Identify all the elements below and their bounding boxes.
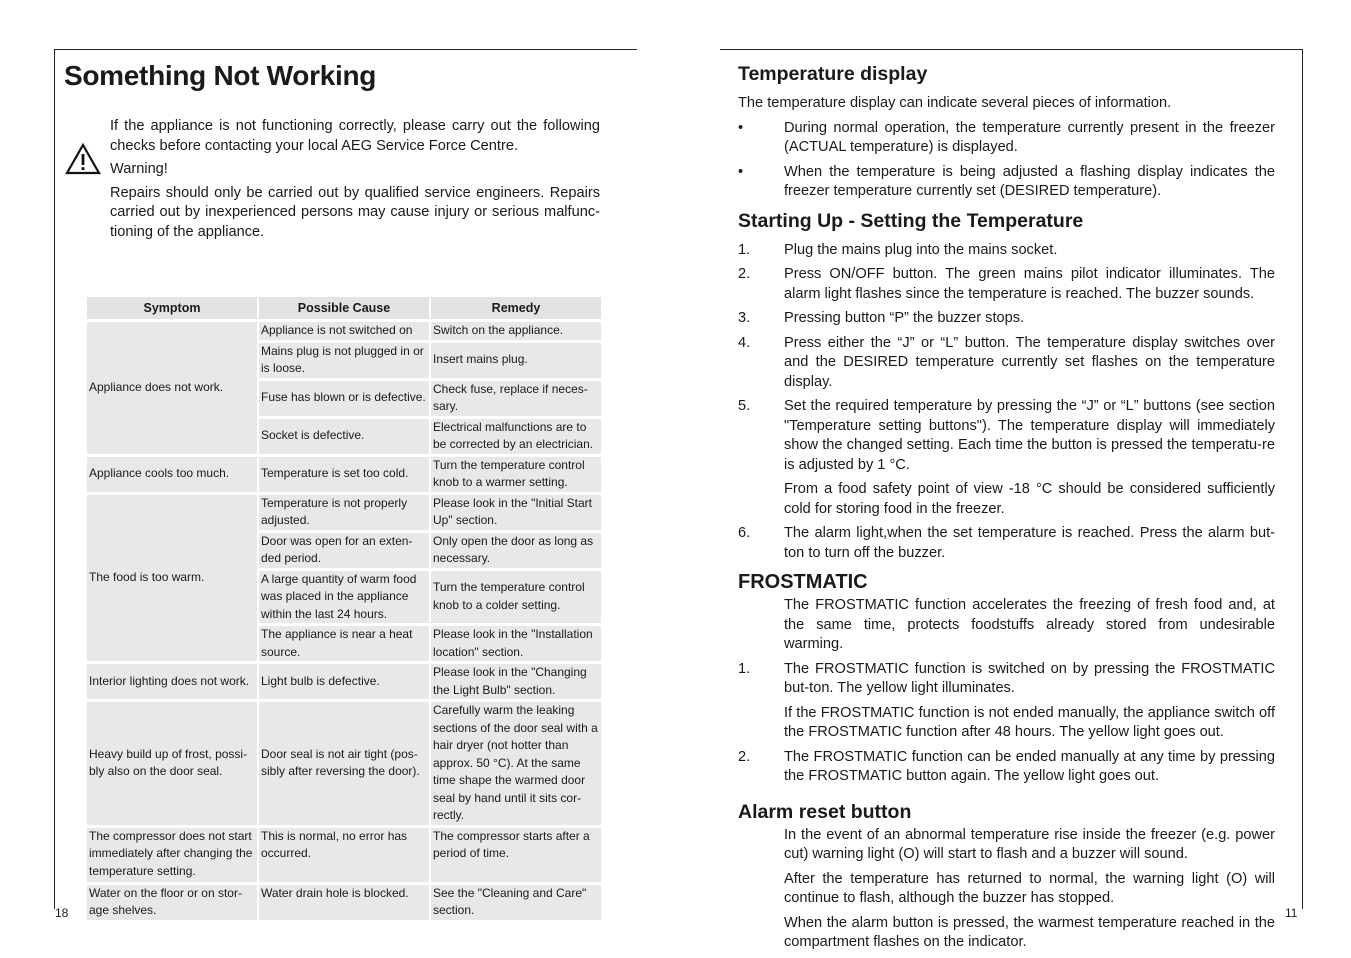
step-text: Press either the “J” or “L” button. The temperature display switches over and the DESIRED temperature currently set flashes on the temperature display. [784, 334, 1275, 390]
remedy-cell: Switch on the appliance. [431, 322, 601, 340]
left-page [0, 0, 675, 954]
cause-cell: Appliance is not switched on [259, 322, 429, 340]
symptom-cell: Water on the floor or on stor-age shelves. [87, 885, 257, 920]
table-row [87, 828, 601, 882]
cause-cell: Door seal is not air tight (pos-sibly after reversing the door). [259, 702, 429, 825]
step-number: 6. [738, 525, 751, 541]
cause-cell: Light bulb is defective. [259, 664, 429, 699]
bullet: • [738, 119, 744, 136]
bullet: • [738, 163, 744, 180]
cause-cell: Water drain hole is blocked. [259, 885, 429, 920]
cause-cell: Temperature is not properly adjusted. [259, 495, 429, 530]
table-row [87, 495, 601, 530]
remedy-cell: Only open the door as long as necessary. [431, 533, 601, 568]
remedy-cell: Please look in the "Changing the Light Bulb" section. [431, 664, 601, 699]
table-row [87, 457, 601, 492]
step-text: Set the required temperature by pressing the “J” or “L” buttons (see section "Temperature setting buttons"). The temperature display will immediately show the changed setting. Each time the button is pressed the temperatu-re is adjusted by 1 °C. [784, 398, 1275, 473]
top-rule [54, 49, 637, 50]
symptom-cell: The food is too warm. [87, 495, 257, 662]
step-note: From a food safety point of view -18 °C should be considered sufficiently cold for storing food in the freezer. [784, 481, 1275, 517]
page-title: Something Not Working [64, 60, 377, 91]
symptom-cell: Appliance does not work. [87, 322, 257, 454]
remedy-cell: The compressor starts after a period of time. [431, 828, 601, 882]
top-rule [720, 49, 1303, 50]
symptom-cell: Heavy build up of frost, possi-bly also on the door seal. [87, 702, 257, 825]
step-number: 2. [738, 748, 751, 765]
frostmatic-intro: The FROSTMATIC function accelerates the freezing of fresh food and, at the same time, protects foodstuffs already stored from undesirable warming. [784, 597, 1275, 652]
cause-cell: The appliance is near a heat source. [259, 626, 429, 661]
remedy-cell: Turn the temperature control knob to a colder setting. [431, 571, 601, 624]
bullet-text: When the temperature is being adjusted a flashing display indicates the freezer temperature currently set (DESIRED temperature). [784, 163, 1275, 199]
remedy-cell: Carefully warm the leaking sections of the door seal with a hair dryer (not hotter than approx. 50 °C). At the same time shape the warmed door seal by hand until it sits cor-rectly. [431, 702, 601, 825]
alarm-reset-heading: Alarm reset button [738, 800, 912, 823]
alarm-paragraph: In the event of an abnormal temperature rise inside the freezer (e.g. power cut) warning light (O) will start to flash and a buzzer will sound. [784, 826, 1275, 862]
symptom-cell: Appliance cools too much. [87, 457, 257, 492]
cause-cell: Socket is defective. [259, 419, 429, 454]
table-row [87, 702, 601, 825]
list-item [738, 119, 1275, 158]
list-item [738, 660, 1275, 699]
list-item [738, 748, 1275, 787]
bullet-text: During normal operation, the temperature currently present in the freezer (ACTUAL temperature) is displayed. [784, 119, 1275, 155]
step-number: 1. [738, 660, 751, 677]
header-remedy: Remedy [431, 297, 601, 319]
symptom-cell: Interior lighting does not work. [87, 664, 257, 699]
step-text: The FROSTMATIC function can be ended manually at any time by pressing the FROSTMATIC button again. The yellow light goes out. [784, 748, 1275, 784]
step-number: 2. [738, 266, 751, 282]
step-number: 3. [738, 310, 751, 326]
list-item [738, 524, 1275, 563]
cause-cell: This is normal, no error has occurred. [259, 828, 429, 882]
warning-text: Repairs should only be carried out by qualified service engineers. Repairs carried out by inexperienced persons may cause injury or serious malfunc-tioning of the appliance. [110, 184, 600, 240]
remedy-cell: Check fuse, replace if neces-sary. [431, 381, 601, 416]
cause-cell: Fuse has blown or is defective. [259, 381, 429, 416]
cause-cell: Temperature is set too cold. [259, 457, 429, 492]
header-possible-cause: Possible Cause [259, 297, 429, 319]
cause-cell: A large quantity of warm food was placed in the appliance within the last 24 hours. [259, 571, 429, 624]
table-row [87, 885, 601, 920]
intro-block [110, 117, 600, 246]
list-item [738, 334, 1275, 393]
step-note: If the FROSTMATIC function is not ended manually, the appliance switch off the FROSTMATIC function after 48 hours. The yellow light goes out. [784, 704, 1275, 740]
step-text: The FROSTMATIC function is switched on by pressing the FROSTMATIC but-ton. The yellow light illuminates. [784, 660, 1275, 696]
step-text: Plug the mains plug into the mains socket. [784, 241, 1058, 258]
symptom-cell: The compressor does not start immediately after changing the temperature setting. [87, 828, 257, 882]
table-header-row [87, 297, 601, 319]
list-item [738, 397, 1275, 475]
table-row [87, 664, 601, 699]
page-number: 11 [1285, 906, 1298, 920]
frostmatic-heading: FROSTMATIC [738, 571, 868, 593]
warning-label: Warning! [110, 161, 168, 177]
temperature-display-intro: The temperature display can indicate several pieces of information. [738, 95, 1172, 111]
list-item [738, 265, 1275, 304]
step-number: 5. [738, 398, 751, 414]
remedy-cell: Electrical malfunctions are to be corrected by an electrician. [431, 419, 601, 454]
intro-text: If the appliance is not functioning correctly, please carry out the following checks before contacting your local AEG Service Force Centre. [110, 118, 600, 154]
list-item [738, 309, 1275, 329]
list-item [738, 163, 1275, 202]
cause-cell: Mains plug is not plugged in or is loose. [259, 343, 429, 378]
table-row [87, 322, 601, 340]
page-number: 18 [55, 906, 69, 920]
list-item [738, 241, 1275, 261]
step-number: 1. [738, 241, 751, 258]
troubleshooting-table [85, 294, 603, 923]
alarm-paragraph: When the alarm button is pressed, the warmest temperature reached in the compartment flashes on the indicator. [784, 914, 1275, 950]
side-rule [54, 49, 55, 909]
header-symptom: Symptom [87, 297, 257, 319]
warning-triangle-icon [65, 143, 101, 175]
right-column [738, 60, 1275, 958]
step-number: 4. [738, 334, 751, 351]
remedy-cell: Please look in the "Installation location" section. [431, 626, 601, 661]
cause-cell: Door was open for an exten-ded period. [259, 533, 429, 568]
alarm-paragraph: After the temperature has returned to normal, the warning light (O) will continue to flash, although the buzzer has stopped. [784, 870, 1275, 906]
right-page [676, 0, 1351, 954]
temperature-display-heading: Temperature display [738, 63, 928, 85]
remedy-cell: Please look in the "Initial Start Up" section. [431, 495, 601, 530]
step-text: Press ON/OFF button. The green mains pilot indicator illuminates. The alarm light flashes since the temperature is reached. The buzzer sounds. [784, 266, 1275, 302]
startup-heading: Starting Up - Setting the Temperature [738, 209, 1084, 232]
side-rule [1302, 49, 1303, 909]
step-text: Pressing button “P” the buzzer stops. [784, 310, 1025, 326]
remedy-cell: See the "Cleaning and Care" section. [431, 885, 601, 920]
remedy-cell: Turn the temperature control knob to a warmer setting. [431, 457, 601, 492]
remedy-cell: Insert mains plug. [431, 343, 601, 378]
step-text: The alarm light,when the set temperature is reached. Press the alarm but-ton to turn off the buzzer. [784, 525, 1275, 561]
